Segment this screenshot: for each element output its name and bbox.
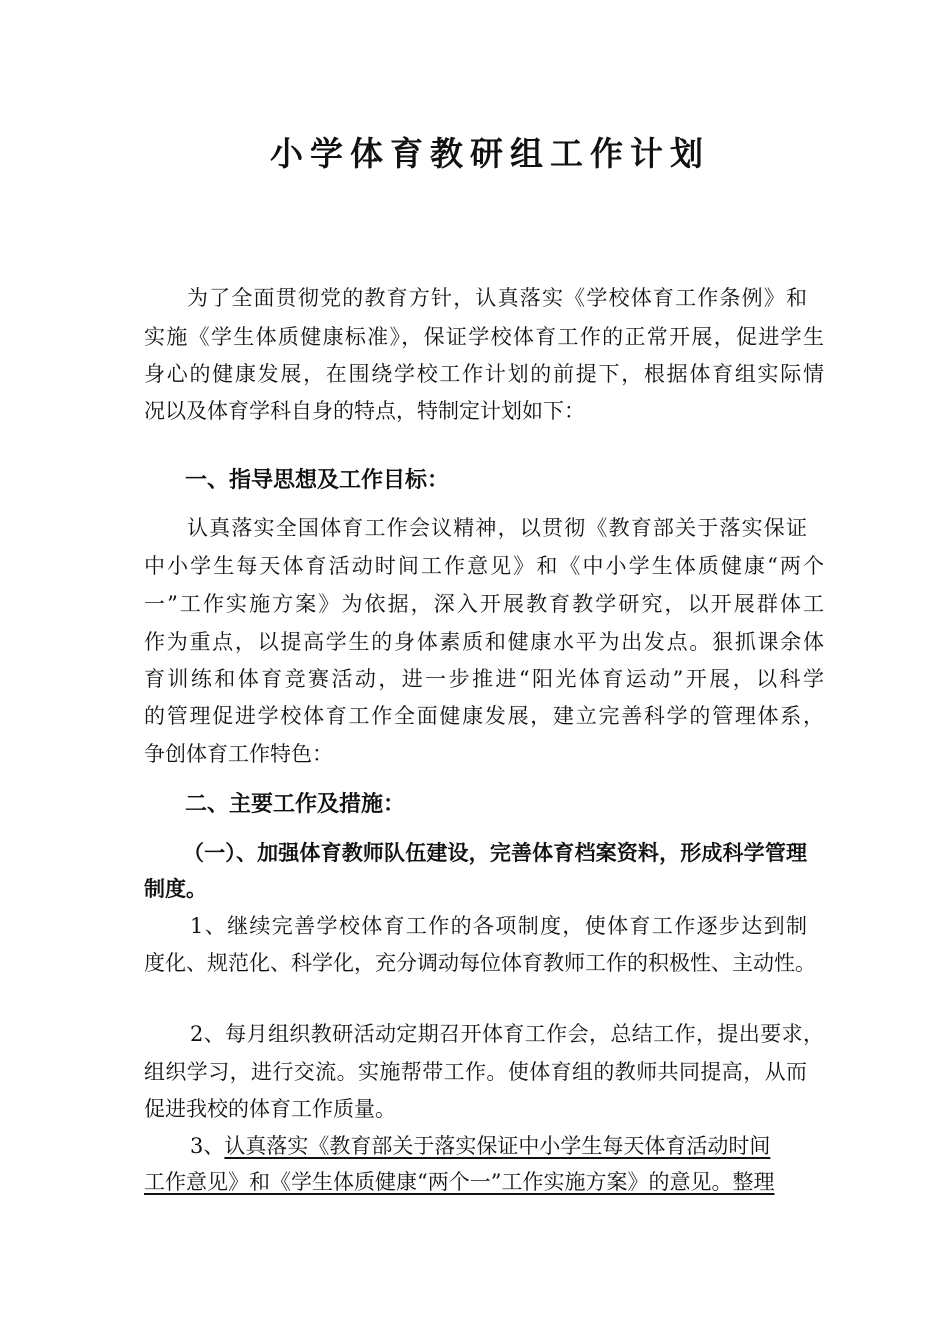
subsection-1-line-2: 制度。 (144, 876, 207, 901)
intro-line-2: 实施《学生体质健康标准》，保证学校体育工作的正常开展，促进学生 (144, 325, 824, 349)
section-2-heading: 二、主要工作及措施： (185, 791, 406, 817)
item-3-underlined-text-1: 认真落实《教育部关于落实保证中小学生每天体育活动时间 (224, 1134, 771, 1158)
item-3-number: 3、 (190, 1134, 225, 1158)
section-1-line-3: 一”工作实施方案》为依据，深入开展教育教学研究，以开展群体工 (144, 592, 824, 616)
intro-line-4: 况以及体育学科自身的特点，特制定计划如下： (144, 399, 585, 423)
section-1-line-6: 的管理促进学校体育工作全面健康发展，建立完善科学的管理体系， (144, 704, 824, 728)
section-1-line-7: 争创体育工作特色： (144, 742, 333, 766)
intro-line-1: 为了全面贯彻党的教育方针，认真落实《学校体育工作条例》和 (187, 286, 807, 310)
item-3-line-2: 工作意见》和《学生体质健康“两个一”工作实施方案》的意见。整理 (144, 1170, 775, 1194)
item-1-line-2: 度化、规范化、科学化，充分调动每位体育教师工作的积极性、主动性。 (144, 951, 816, 975)
item-2-line-1: 2、每月组织教研活动定期召开体育工作会，总结工作，提出要求， (190, 1022, 824, 1046)
section-1-line-5: 育训练和体育竞赛活动，进一步推进“阳光体育运动”开展，以科学 (144, 667, 824, 691)
item-2-line-3: 促进我校的体育工作质量。 (144, 1097, 396, 1121)
section-1-line-4: 作为重点，以提高学生的身体素质和健康水平为出发点。狠抓课余体 (144, 630, 824, 654)
section-1-line-2: 中小学生每天体育活动时间工作意见》和《中小学生体质健康“两个 (144, 554, 824, 578)
item-1-line-1: 1、继续完善学校体育工作的各项制度，使体育工作逐步达到制 (190, 914, 807, 938)
item-2-line-2: 组织学习，进行交流。实施帮带工作。使体育组的教师共同提高，从而 (144, 1060, 807, 1084)
intro-line-3: 身心的健康发展，在围绕学校工作计划的前提下，根据体育组实际情 (144, 362, 824, 386)
document-title: 小学体育教研组工作计划 (270, 134, 710, 173)
section-1-line-1: 认真落实全国体育工作会议精神，以贯彻《教育部关于落实保证 (187, 516, 807, 540)
section-1-heading: 一、指导思想及工作目标： (185, 467, 450, 493)
subsection-1-line-1: （一）、加强体育教师队伍建设，完善体育档案资料，形成科学管理 (183, 840, 807, 865)
item-3-line-1 (190, 1132, 810, 1160)
